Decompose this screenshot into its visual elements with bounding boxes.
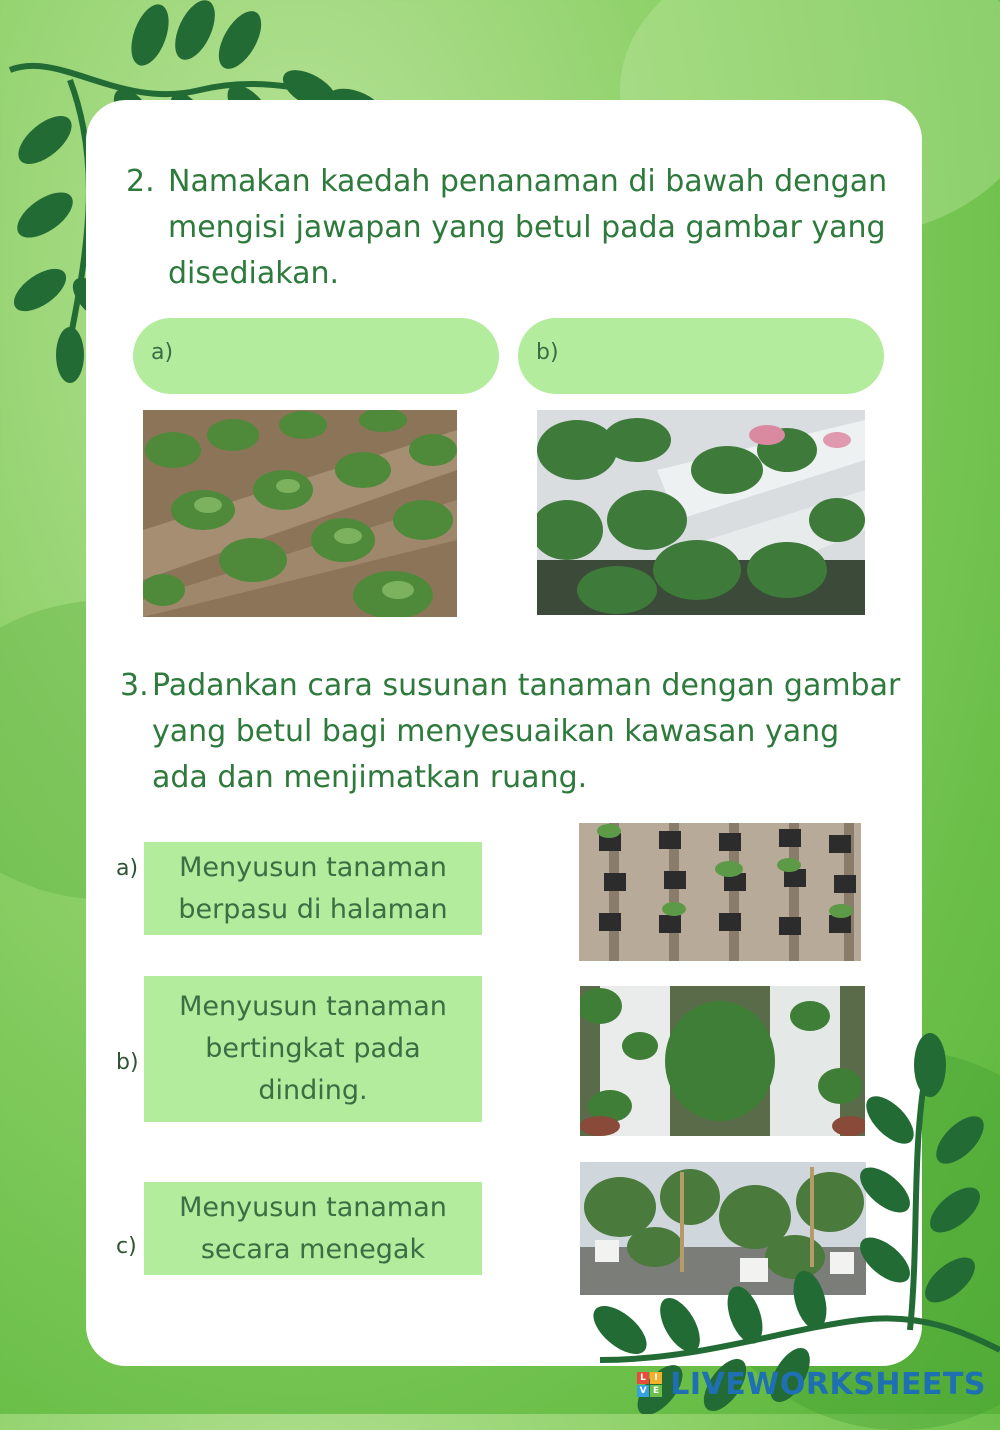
question-2-line-2: mengisi jawapan yang betul pada gambar yang <box>168 210 886 245</box>
answer-box-b[interactable] <box>518 318 884 394</box>
match-label-a: a) <box>116 856 139 881</box>
soil-planting-photo <box>143 410 457 617</box>
liveworksheets-logo[interactable] <box>637 1367 986 1402</box>
match-label-c: c) <box>116 1234 137 1259</box>
match-item-a-line-2: berpasu di halaman <box>178 893 448 925</box>
match-photo-wall-pots[interactable] <box>579 823 861 961</box>
match-label-b: b) <box>116 1050 139 1075</box>
logo-letter-i: I <box>650 1372 662 1384</box>
question-2-line-1: Namakan kaedah penanaman di bawah dengan <box>168 164 888 199</box>
question-2-line-3: disediakan. <box>168 256 340 291</box>
answer-label-b: b) <box>536 340 559 365</box>
match-item-a[interactable] <box>144 842 482 935</box>
logo-letter-e: E <box>650 1385 662 1397</box>
logo-letter-l: L <box>637 1372 649 1384</box>
liveworksheets-brand-text: LIVEWORKSHEETS <box>670 1367 986 1402</box>
match-item-a-line-1: Menyusun tanaman <box>179 851 447 883</box>
match-item-c[interactable] <box>144 1182 482 1275</box>
answer-label-a: a) <box>151 340 174 365</box>
question-3-number: 3. <box>120 668 149 703</box>
answer-input-b[interactable] <box>578 332 862 380</box>
vine-decoration-bottom-right <box>580 1030 1000 1414</box>
logo-letter-v: V <box>637 1385 649 1397</box>
match-item-b-line-1: Menyusun tanaman <box>179 991 447 1022</box>
question-3-line-2: yang betul bagi menyesuaikan kawasan yang <box>152 714 840 749</box>
liveworksheets-logo-icon <box>637 1372 662 1397</box>
answer-input-a[interactable] <box>193 332 477 380</box>
question-3-line-3: ada dan menjimatkan ruang. <box>152 760 588 795</box>
match-item-c-line-1: Menyusun tanaman <box>179 1191 447 1223</box>
question-2-number: 2. <box>126 164 155 199</box>
match-item-b-line-3: dinding. <box>258 1075 368 1106</box>
match-item-c-line-2: secara menegak <box>200 1233 426 1265</box>
question-3-line-1: Padankan cara susunan tanaman dengan gambar <box>152 668 901 703</box>
match-item-b[interactable] <box>144 976 482 1122</box>
hydroponic-photo <box>537 410 865 615</box>
match-item-b-line-2: bertingkat pada <box>205 1033 421 1064</box>
answer-box-a[interactable] <box>133 318 499 394</box>
